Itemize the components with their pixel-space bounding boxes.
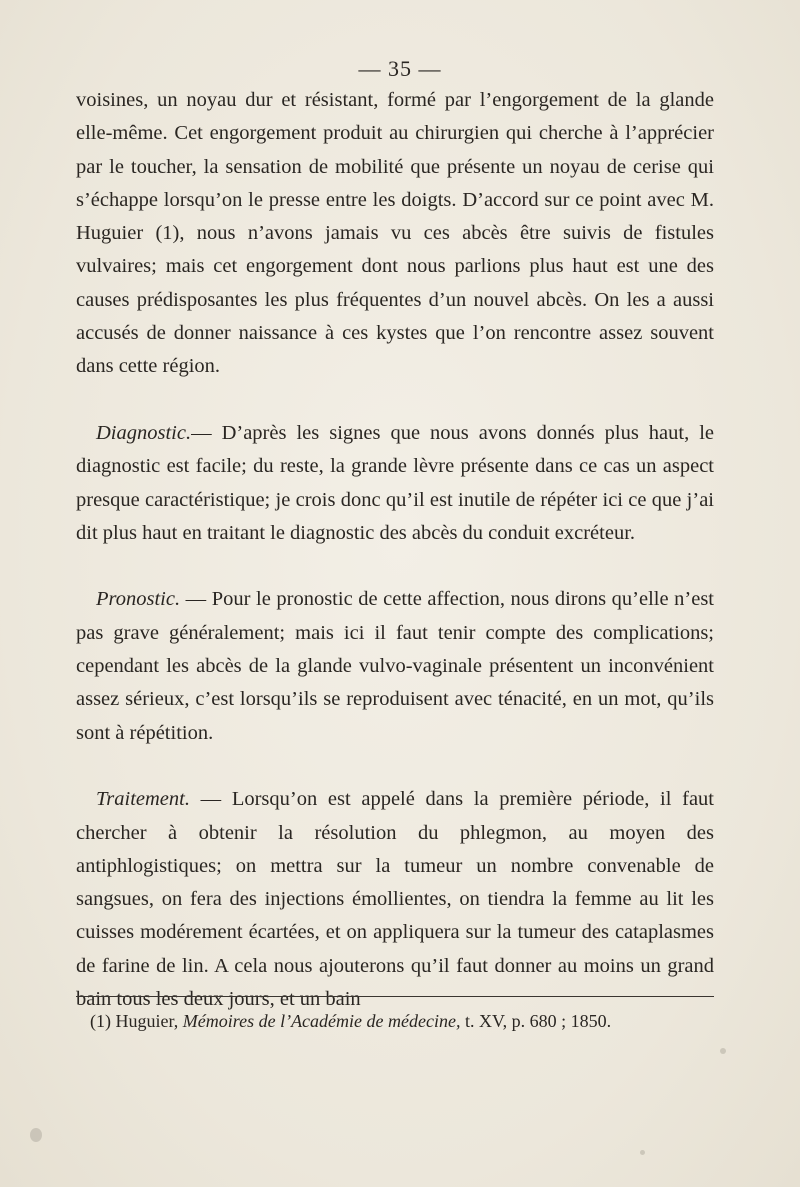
footnote-ref: t. XV, p. 680 ; 1850.	[460, 1011, 612, 1031]
paragraph-traitement	[76, 783, 714, 1016]
paragraph-diagnostic	[76, 417, 714, 550]
page-number: — 35 —	[358, 56, 442, 81]
paper-stain	[30, 1128, 42, 1142]
footnote-author: Huguier,	[111, 1011, 183, 1031]
section-head-diagnostic: Diagnostic.	[96, 421, 192, 444]
paragraph-traitement-text: — Lorsqu’on est appelé dans la première période, il faut chercher à obtenir la résolution du phlegmon, au moyen des antiphlogistiques; on mettra sur la tumeur un nombre convenable de sangsues, on fera des injections émollientes, on tiendra la femme au lit les cuisses modérement écartées, et on appliquera sur la tumeur des cataplasmes de farine de lin. A cela nous ajouterons qu’il faut donner au moins un grand bain tous les deux jours, et un bain	[76, 788, 714, 1011]
section-head-traitement: Traitement.	[96, 788, 190, 811]
paragraph-continuation: voisines, un noyau dur et résistant, formé par l’engorgement de la glande elle-même. Cet engorgement produit au chirurgien qui cherche à l’apprécier par le toucher, la sensation de mobilité que présente un noyau de cerise qui s’échappe lorsqu’on le presse entre les doigts. D’accord sur ce point avec M. Huguier (1), nous n’avons jamais vu ces abcès être suivis de fistules vulvaires; mais cet engorgement dont nous parlions plus haut est une des causes prédisposantes les plus fréquentes d’un nouvel abcès. On les a aussi accusés de donner naissance à ces kystes que l’on rencontre assez souvent dans cette région.	[76, 89, 714, 378]
footnote	[90, 1008, 714, 1034]
paragraph-pronostic	[76, 583, 714, 749]
paragraph-pronostic-text: — Pour le pronostic de cette affection, nous dirons qu’elle n’est pas grave généralement; mais ici il faut tenir compte des complications; cependant les abcès de la glande vulvo-vaginale présentent un inconvénient assez sérieux, c’est lorsqu’ils se reproduisent avec ténacité, en un mot, qu’ils sont à répétition.	[76, 588, 714, 744]
footnote-rule	[76, 996, 714, 997]
section-head-pronostic: Pronostic.	[96, 588, 181, 611]
footnote-marker: (1)	[90, 1011, 111, 1031]
footnote-title: Mémoires de l’Académie de médecine,	[182, 1011, 461, 1031]
paragraph-diagnostic-text: — D’après les signes que nous avons donnés plus haut, le diagnostic est facile; du reste, la grande lèvre présente dans ce cas un aspect presque caractéristique; je crois donc qu’il est inutile de répéter ici ce que j’ai dit plus haut en traitant le diagnostic des abcès du conduit excréteur.	[76, 421, 714, 544]
paper-stain	[640, 1150, 645, 1155]
paper-stain	[720, 1048, 726, 1054]
main-text	[76, 84, 714, 1016]
